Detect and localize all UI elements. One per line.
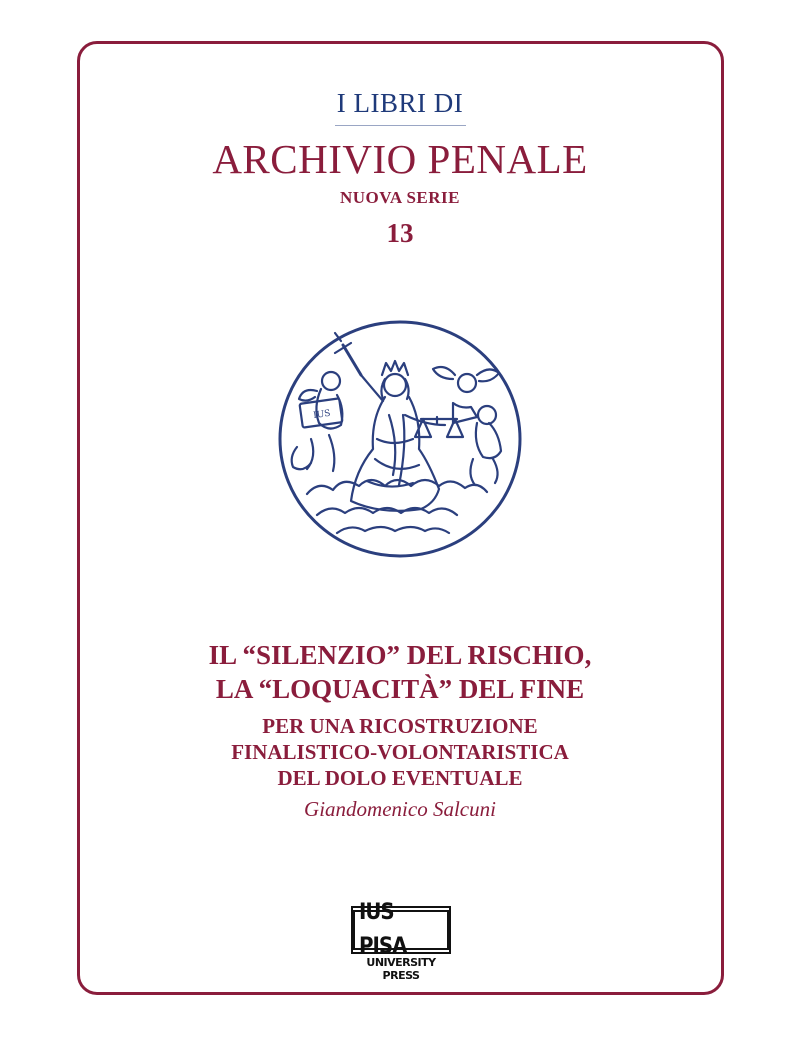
publisher-logo-mark [351,900,451,959]
seal-tablet-text: IUS [312,408,332,422]
series-divider [335,125,466,126]
publisher-logo-main: IUS PISA [353,910,449,950]
justice-seal-icon [277,319,523,559]
book-subtitle-line-3: DEL DOLO EVENTUALE [277,766,523,790]
series-number: 13 [386,218,414,248]
book-subtitle-line-1: PER UNA RICOSTRUZIONE [262,714,538,738]
series-subtitle: NUOVA SERIE [340,188,460,207]
book-title-line-1: IL “SILENZIO” DEL RISCHIO, [208,640,592,670]
author-name: Giandomenico Salcuni [304,797,496,821]
series-prefix: I LIBRI DI [336,88,464,118]
book-subtitle-line-2: FINALISTICO-VOLONTARISTICA [231,740,569,764]
publisher-logo [351,900,451,982]
book-title-line-2: LA “LOQUACITÀ” DEL FINE [215,674,585,704]
publisher-logo-sub: UNIVERSITY PRESS [366,956,436,982]
series-title: ARCHIVIO PENALE [212,136,588,182]
